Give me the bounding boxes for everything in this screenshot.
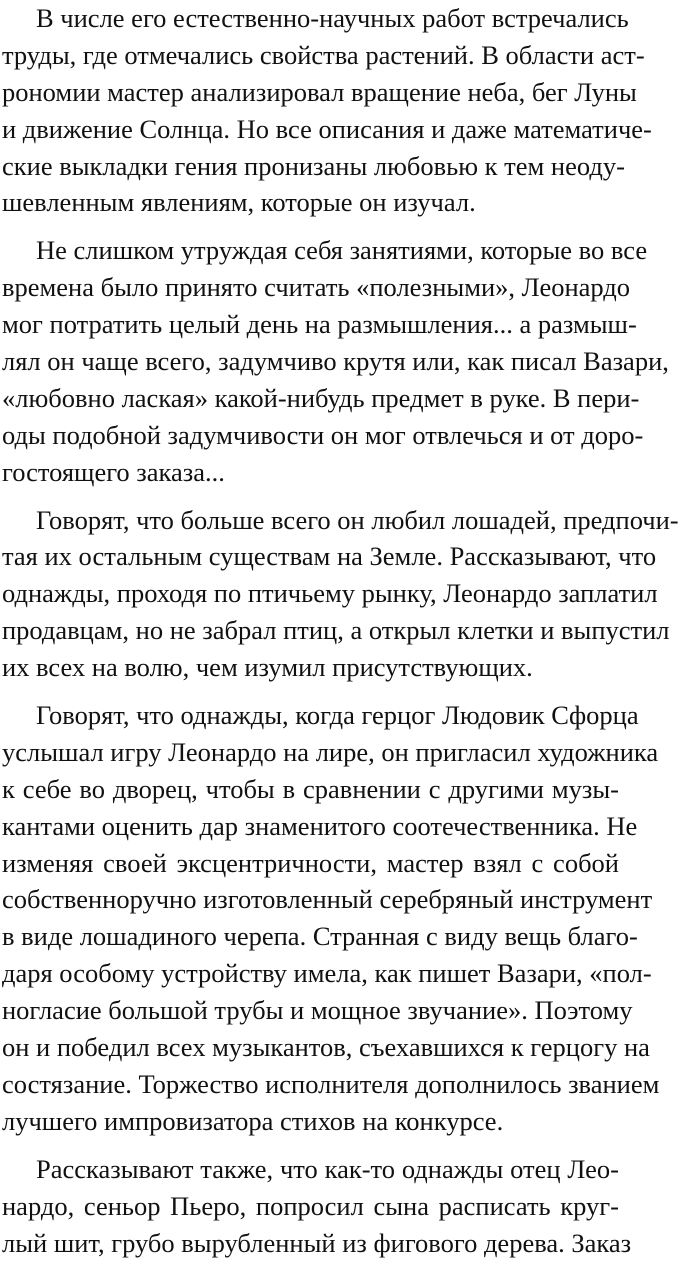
text-line: тая их остальным существам на Земле. Рассказывают, что xyxy=(0,538,620,575)
paragraph-gap xyxy=(0,1140,620,1151)
text-line: оды подобной задумчивости он мог отвлечься и от доро- xyxy=(0,417,620,454)
text-line: лый шит, грубо вырубленный из фигового дерева. Заказ xyxy=(0,1225,620,1261)
text-line: он и победил всех музыкантов, съехавшихся к герцогу на xyxy=(0,1029,620,1066)
text-line: труды, где отмечались свойства растений. В области аст- xyxy=(0,37,620,74)
text-line: продавцам, но не забрал птиц, а открыл клетки и выпустил xyxy=(0,612,620,649)
paragraph-gap xyxy=(0,686,620,697)
text-line: лял он чаще всего, задумчиво крутя или, как писал Вазари, xyxy=(0,343,620,380)
text-line: ногласие большой трубы и мощное звучание». Поэтому xyxy=(0,992,620,1029)
text-line: даря особому устройству имела, как пишет Вазари, «пол- xyxy=(0,955,620,992)
text-line: Не слишком утруждая себя занятиями, которые во все xyxy=(0,232,620,269)
text-line: в виде лошадиного черепа. Странная с виду вещь благо- xyxy=(0,918,620,955)
text-line: их всех на волю, чем изумил присутствующих. xyxy=(0,649,620,686)
paragraph xyxy=(0,232,620,490)
text-line: собственноручно изготовленный серебряный инструмент xyxy=(0,881,620,918)
text-line: к себе во дворец, чтобы в сравнении с другими музы- xyxy=(0,771,620,808)
text-line: времена было принято считать «полезными», Леонардо xyxy=(0,269,620,306)
text-line: рономии мастер анализировал вращение неба, бег Луны xyxy=(0,74,620,111)
text-line: Рассказывают также, что как-то однажды отец Лео- xyxy=(0,1151,620,1188)
paragraph-gap xyxy=(0,221,620,232)
text-line: мог потратить целый день на размышления... а размыш- xyxy=(0,306,620,343)
text-line: кантами оценить дар знаменитого соотечественника. Не xyxy=(0,808,620,845)
text-line: однажды, проходя по птичьему рынку, Леонардо заплатил xyxy=(0,575,620,612)
text-line: и движение Солнца. Но все описания и даже математиче- xyxy=(0,111,620,148)
paragraph-gap xyxy=(0,491,620,502)
text-line: Говорят, что больше всего он любил лошадей, предпочи- xyxy=(0,502,620,539)
text-line: лучшего импровизатора стихов на конкурсе. xyxy=(0,1103,620,1140)
paragraph xyxy=(0,697,620,1140)
text-line: изменяя своей эксцентричности, мастер взял с собой xyxy=(0,845,620,882)
text-line: Говорят, что однажды, когда герцог Людовик Сфорца xyxy=(0,697,620,734)
text-line: «любовно лаская» какой-нибудь предмет в руке. В пери- xyxy=(0,380,620,417)
paragraph xyxy=(0,1151,620,1261)
text-line: состязание. Торжество исполнителя дополнилось званием xyxy=(0,1066,620,1103)
text-line: В числе его естественно-научных работ встречались xyxy=(0,0,620,37)
text-line: шевленным явлениям, которые он изучал. xyxy=(0,184,620,221)
text-line: услышал игру Леонардо на лире, он пригласил художника xyxy=(0,734,620,771)
paragraph xyxy=(0,0,620,221)
text-line: ские выкладки гения пронизаны любовью к тем неоду- xyxy=(0,148,620,185)
paragraph xyxy=(0,502,620,686)
text-line: гостоящего заказа... xyxy=(0,454,620,491)
text-line: нардо, сеньор Пьеро, попросил сына расписать круг- xyxy=(0,1188,620,1225)
